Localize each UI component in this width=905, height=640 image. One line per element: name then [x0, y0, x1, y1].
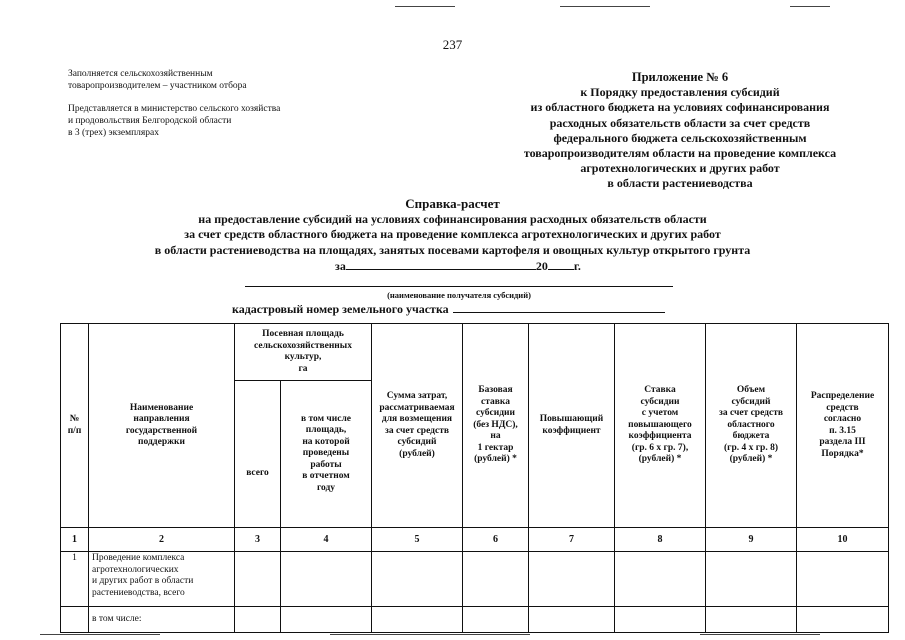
header-coefficient: Повышающий коэффициент: [529, 324, 615, 528]
header-area-group: Посевная площадь сельскохозяйственных культур, га: [235, 324, 372, 381]
table-cell-blank[interactable]: [281, 552, 372, 607]
scan-artifact: [395, 6, 455, 7]
table-cell-blank[interactable]: [615, 552, 706, 607]
year-blank[interactable]: [548, 258, 574, 270]
column-number: 4: [281, 528, 372, 552]
appendix-title: Приложение № 6: [631, 70, 729, 84]
table-cell-blank[interactable]: [706, 607, 797, 633]
table-row: [61, 552, 889, 607]
row-name: Проведение комплекса агротехнологических и других работ в области растениеводства, всего: [89, 552, 235, 607]
period-suffix: г.: [573, 259, 581, 273]
header-area-total: всего: [235, 381, 281, 528]
calculation-table: [60, 323, 889, 633]
column-number: 8: [615, 528, 706, 552]
column-number: 7: [529, 528, 615, 552]
appendix-line: товаропроизводителям области на проведение комплекса: [523, 146, 837, 161]
column-number: 2: [89, 528, 235, 552]
column-number: 9: [706, 528, 797, 552]
table-cell-blank[interactable]: [235, 552, 281, 607]
column-number: 5: [372, 528, 463, 552]
scan-artifact: [330, 634, 530, 635]
scan-artifact: [790, 6, 830, 7]
document-title: [0, 196, 905, 258]
table-cell-blank[interactable]: [706, 552, 797, 607]
column-number: 6: [463, 528, 529, 552]
header-base-rate: Базовая ставка субсидии (без НДС), на 1 гектар (рублей) *: [463, 324, 529, 528]
header-costs: Сумма затрат, рассматриваемая для возмещения за счет средств субсидий (рублей): [372, 324, 463, 528]
column-number: 3: [235, 528, 281, 552]
table-cell-blank[interactable]: [281, 607, 372, 633]
document-title-line: за счет средств областного бюджета на проведение комплекса агротехнологических и других работ: [184, 227, 721, 241]
table-cell-blank[interactable]: [797, 607, 889, 633]
filled-by-note: Заполняется сельскохозяйственным товаропроизводителем – участником отбора: [68, 69, 247, 91]
period-year-prefix: 20: [535, 259, 548, 273]
scan-artifact: [40, 634, 160, 635]
scan-artifact: [700, 634, 820, 635]
header-num: № п/п: [61, 324, 89, 528]
header-volume: Объем субсидий за счет средств областного бюджета (гр. 4 х гр. 8) (рублей) *: [706, 324, 797, 528]
appendix-line: федерального бюджета сельскохозяйственным: [553, 130, 807, 145]
header-name: Наименование направления государственной поддержки: [89, 324, 235, 528]
table-cell-blank[interactable]: [529, 552, 615, 607]
table-cell-blank[interactable]: [372, 552, 463, 607]
recipient-caption: (наименование получателя субсидий): [387, 290, 531, 300]
table-cell-blank[interactable]: [372, 607, 463, 633]
table-row: [61, 607, 889, 633]
column-number: 10: [797, 528, 889, 552]
submitted-to-note: Представляется в министерство сельского хозяйства и продовольствия Белгородской области в 3 (трех) экземплярах: [68, 104, 281, 138]
document-title-main: Справка-расчет: [405, 196, 500, 211]
row-num: 1: [61, 552, 89, 607]
cadastral-label: кадастровый номер земельного участка: [232, 302, 449, 316]
column-number: 1: [61, 528, 89, 552]
appendix-line: из областного бюджета на условиях софинансирования: [530, 100, 830, 115]
row-name: в том числе:: [89, 607, 235, 633]
period-prefix: за: [335, 259, 346, 273]
table-cell-blank[interactable]: [615, 607, 706, 633]
page-number: 237: [442, 37, 463, 52]
appendix-line: в области растениеводства: [607, 176, 753, 191]
header-distribution: Распределение средств согласно п. 3.15 раздела III Порядка*: [797, 324, 889, 528]
left-header-block: [68, 68, 348, 150]
recipient-name-blank[interactable]: [245, 286, 673, 287]
table-cell-blank[interactable]: [463, 552, 529, 607]
table-cell-blank[interactable]: [463, 607, 529, 633]
cadastral-number-blank[interactable]: [453, 301, 665, 313]
table-cell-blank[interactable]: [797, 552, 889, 607]
document-title-line: в области растениеводства на площадях, занятых посевами картофеля и овощных культур открытого грунта: [154, 242, 751, 257]
cadastral-number-line: [232, 301, 665, 317]
appendix-header: [500, 70, 860, 192]
period-line: [335, 258, 581, 274]
appendix-line: к Порядку предоставления субсидий: [580, 85, 780, 100]
row-num: [61, 607, 89, 633]
table-cell-blank[interactable]: [235, 607, 281, 633]
header-area-reporting: в том числе площадь, на которой проведены работы в отчетном году: [281, 381, 372, 528]
scan-artifact: [560, 6, 650, 7]
appendix-line: агротехнологических и других работ: [580, 161, 780, 176]
period-blank[interactable]: [346, 258, 536, 270]
document-title-line: на предоставление субсидий на условиях софинансирования расходных обязательств области: [198, 211, 707, 226]
header-rate: Ставка субсидии с учетом повышающего коэффициента (гр. 6 х гр. 7), (рублей) *: [615, 324, 706, 528]
table-cell-blank[interactable]: [529, 607, 615, 633]
appendix-line: расходных обязательств области за счет средств: [549, 115, 811, 130]
